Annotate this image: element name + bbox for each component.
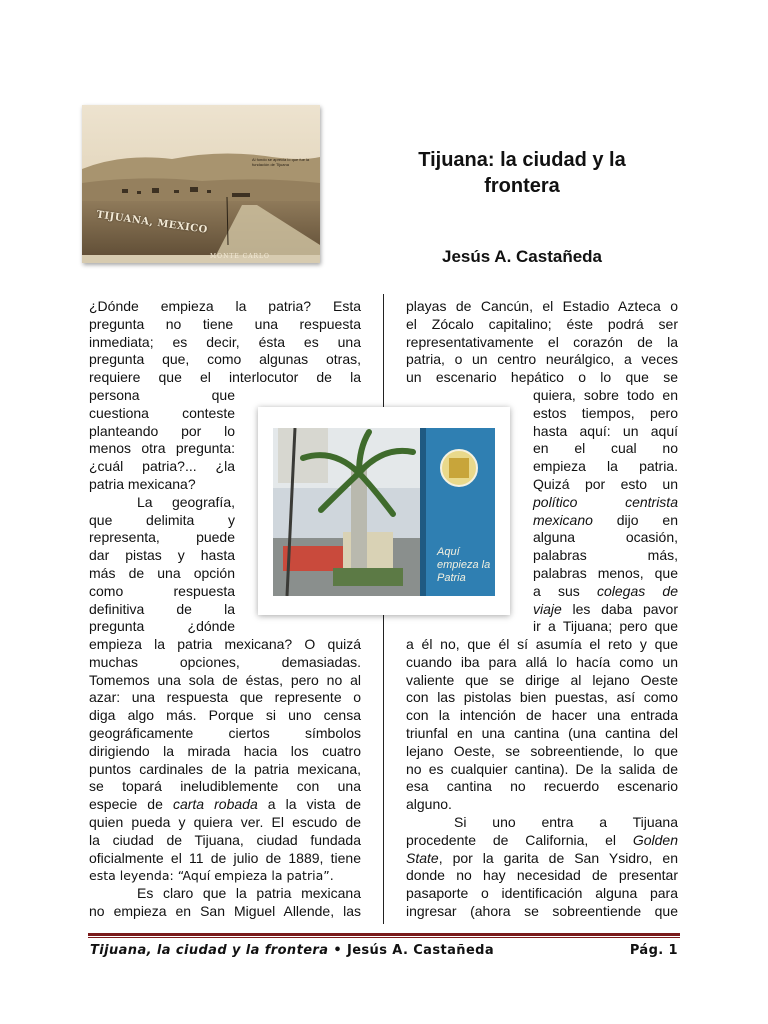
text-line: donde no hay necesidad de presentar xyxy=(406,867,678,884)
text-line: esa cantina no recuerdo escenario xyxy=(406,778,678,795)
text-line: estos tiempos, pero xyxy=(533,404,678,421)
italic-fragment: Golden xyxy=(632,831,678,848)
footer-author: Jesús A. Castañeda xyxy=(346,943,495,958)
italic-fragment: viaje xyxy=(533,600,562,617)
text-line: cuando iba para allá lo hacía como un xyxy=(406,653,678,670)
page-number: Pág. 1 xyxy=(629,943,678,958)
text-line: cuestiona conteste xyxy=(89,404,235,421)
text-line: a él no, que él sí asumía el reto y que xyxy=(406,636,678,652)
text-line: Quizá por esto un xyxy=(533,475,678,492)
footer-running-title xyxy=(90,943,494,958)
text-line: ¿cuál patria?... ¿la xyxy=(89,458,235,475)
text-line xyxy=(533,601,678,619)
photo-caption: TIJUANA, MEXICO xyxy=(95,209,209,236)
text-line: alguna ocasión, xyxy=(533,529,678,546)
photo-frame-welcome-sign xyxy=(258,407,510,615)
left-paragraph-1 xyxy=(89,298,361,387)
text-line: pasaporte o identificación alguna para xyxy=(406,885,678,902)
text-line: ingresar (ahora se sobreentiende que xyxy=(406,902,678,919)
text-line: pregunta no tiene una respuesta xyxy=(89,315,361,332)
text-line: lejano Oeste, se sobreentiende, lo que xyxy=(406,742,678,759)
text-line: palabras más, xyxy=(533,547,678,564)
text-line: en el cual no xyxy=(533,440,678,457)
text-fragment: , por la garita de San Ysidro, en xyxy=(438,849,678,866)
text-line: palabras menos, que xyxy=(533,564,678,581)
right-paragraph-1-wrap xyxy=(533,387,678,636)
photo-note: Al fondo se aprecia lo que fue la fundación de Tijuana xyxy=(252,157,310,167)
left-paragraph-2 xyxy=(89,636,361,921)
text-line: persona que xyxy=(89,387,235,403)
text-line: no empieza en San Miguel Allende, las xyxy=(89,902,361,919)
text-fragment: dijo en xyxy=(592,511,678,528)
text-line: patria mexicana? xyxy=(89,475,196,492)
text-line: quien pueda y quiera ver. El escudo de xyxy=(89,813,361,830)
footer-bullet: • xyxy=(328,943,347,958)
italic-fragment: colegas de xyxy=(596,582,678,599)
text-line: valiente que se dirige al lejano Oeste xyxy=(406,671,678,688)
right-paragraph-2 xyxy=(406,636,678,921)
text-line: la ciudad de Tijuana, ciudad fundada xyxy=(89,831,361,848)
sign-text: Aquí empieza la Patria xyxy=(437,546,491,584)
text-line: representa, puede xyxy=(89,529,235,546)
text-line: definitiva de la xyxy=(89,600,235,617)
text-line xyxy=(406,832,678,850)
text-line: Si uno entra a Tijuana xyxy=(454,813,678,830)
text-line: no es cualquier cantina). De la salida de xyxy=(406,760,678,777)
text-line: La geografía, xyxy=(137,493,235,510)
text-line: puntos cardinales de la patria mexicana, xyxy=(89,760,361,777)
text-line: playas de Cancún, el Estadio Azteca o xyxy=(406,298,678,314)
photo-subcaption: MONTE CARLO xyxy=(210,253,270,260)
text-line xyxy=(533,583,678,601)
photo-welcome-sign xyxy=(273,428,495,596)
footer-title: Tijuana, la ciudad y la frontera xyxy=(90,943,329,958)
text-line: patria, o un centro neurálgico, a veces xyxy=(406,351,678,368)
text-line: ir a Tijuana; pero que xyxy=(533,618,678,635)
text-line: quiera, sobre todo en xyxy=(533,387,678,403)
text-line: menos otra pregunta: xyxy=(89,440,235,457)
footer-rule-thin xyxy=(88,937,680,938)
text-line xyxy=(89,796,361,814)
sepia-photo-tijuana xyxy=(82,105,320,263)
text-line: empieza la patria mexicana? O quizá xyxy=(89,636,361,652)
sepia-landscape-illustration xyxy=(82,105,320,263)
text-line: diga algo más. Porque si uno censa xyxy=(89,707,361,724)
text-line: como respuesta xyxy=(89,582,235,599)
text-fragment: a sus xyxy=(533,582,597,599)
footer-rule xyxy=(88,933,680,936)
text-line: esta leyenda: “Aquí empieza la patria”. xyxy=(89,868,334,884)
text-line: empieza la patria. xyxy=(533,458,678,475)
text-line: que delimita y xyxy=(89,511,235,528)
text-fragment: procedente de California, el xyxy=(406,831,633,848)
text-line: Tomemos una sola de éstas, pero no al xyxy=(89,671,361,688)
text-line: representativamente el corazón de la xyxy=(406,333,678,350)
text-line: Es claro que la patria mexicana xyxy=(137,885,361,902)
text-line: ¿Dónde empieza la patria? Esta xyxy=(89,298,361,314)
text-fragment: les daba pavor xyxy=(561,600,678,617)
text-line: requiere que el interlocutor de la xyxy=(89,369,361,386)
text-line: inmediata; es decir, ésta es una xyxy=(89,333,361,350)
text-line: planteando por lo xyxy=(89,422,235,439)
text-line: alguno. xyxy=(406,796,452,813)
text-fragment: a la vista de xyxy=(257,796,362,813)
text-line: se topará ineludiblemente con una xyxy=(89,778,361,795)
text-line: pregunta ¿dónde xyxy=(89,618,235,635)
left-paragraph-1-wrap xyxy=(89,387,235,636)
text-line: dar pistas y hasta xyxy=(89,547,235,564)
text-line: con la intención de hacer una entrada xyxy=(406,707,678,724)
article-title: Tijuana: la ciudad y la frontera xyxy=(418,149,626,197)
text-line: el Zócalo capitalino; éste podrá ser xyxy=(406,315,678,332)
text-line: pregunta que, como algunas otras, xyxy=(89,351,361,368)
text-line: muchas opciones, demasiadas. xyxy=(89,653,361,670)
article-author: Jesús A. Castañeda xyxy=(442,247,602,266)
text-line: azar: una respuesta que represente o xyxy=(89,689,361,706)
text-line: dirigiendo la mirada hacia los cuatro xyxy=(89,742,361,759)
italic-fragment: político centrista xyxy=(533,493,678,510)
text-line: con las pistolas bien puestas, así como xyxy=(406,689,678,706)
italic-fragment: mexicano xyxy=(533,511,593,528)
text-line: geográficamente ciertos símbolos xyxy=(89,724,361,741)
text-line: un escenario hepático o lo que se xyxy=(406,369,678,386)
text-line: hasta aquí: un aquí xyxy=(533,422,678,439)
italic-fragment: State xyxy=(406,849,439,866)
text-line xyxy=(533,494,678,512)
right-paragraph-1 xyxy=(406,298,678,387)
italic-fragment: carta robada xyxy=(172,796,258,813)
text-line: oficialmente el 11 de julio de 1889, tiene xyxy=(89,849,361,866)
text-line: triunfal en una cantina (una cantina del xyxy=(406,724,678,741)
text-line xyxy=(533,512,678,530)
text-fragment: especie de xyxy=(89,796,173,813)
text-line xyxy=(406,850,678,868)
text-line: más de una opción xyxy=(89,564,235,581)
